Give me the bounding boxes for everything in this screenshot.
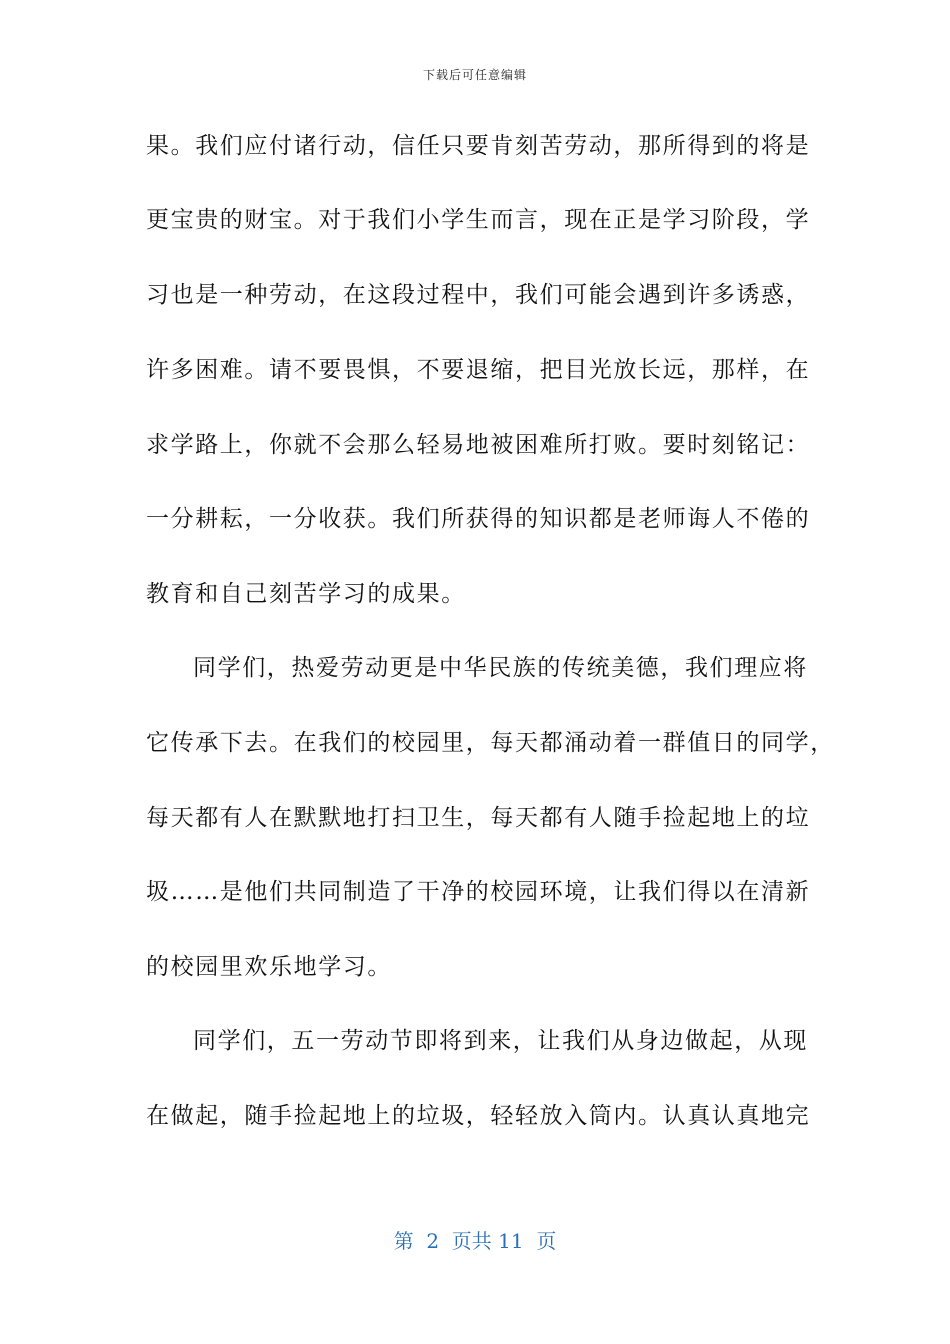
body-line: 一分耕耘，一分收获。我们所获得的知识都是老师诲人不倦的 [146, 506, 811, 532]
body-line: 更宝贵的财宝。对于我们小学生而言，现在正是学习阶段，学 [146, 207, 811, 233]
body-line: 同学们，热爱劳动更是中华民族的传统美德，我们理应将 [193, 655, 808, 681]
body-line: 在做起，随手捡起地上的垃圾，轻轻放入筒内。认真认真地完 [146, 1103, 811, 1129]
body-line: 同学们，五一劳动节即将到来，让我们从身边做起，从现 [193, 1028, 808, 1054]
page-header: 下载后可任意编辑 [422, 68, 527, 82]
body-line: 每天都有人在默默地打扫卫生，每天都有人随手捡起地上的垃 [146, 805, 811, 831]
body-line: 教育和自己刻苦学习的成果。 [146, 581, 466, 607]
body-line: 的校园里欢乐地学习。 [146, 954, 392, 980]
body-line: 许多困难。请不要畏惧，不要退缩，把目光放长远，那样，在 [146, 357, 811, 383]
body-line: 求学路上，你就不会那么轻易地被困难所打败。要时刻铭记： [146, 432, 811, 458]
page-number: 第 2 页共 11 页 [393, 1229, 557, 1253]
body-line: 果。我们应付诸行动，信任只要肯刻苦劳动，那所得到的将是 [146, 133, 811, 159]
body-line: 圾……是他们共同制造了干净的校园环境，让我们得以在清新 [146, 879, 811, 905]
body-line: 习也是一种劳动，在这段过程中，我们可能会遇到许多诱惑， [146, 282, 811, 308]
body-line: 它传承下去。在我们的校园里，每天都涌动着一群值日的同学， [146, 730, 835, 756]
